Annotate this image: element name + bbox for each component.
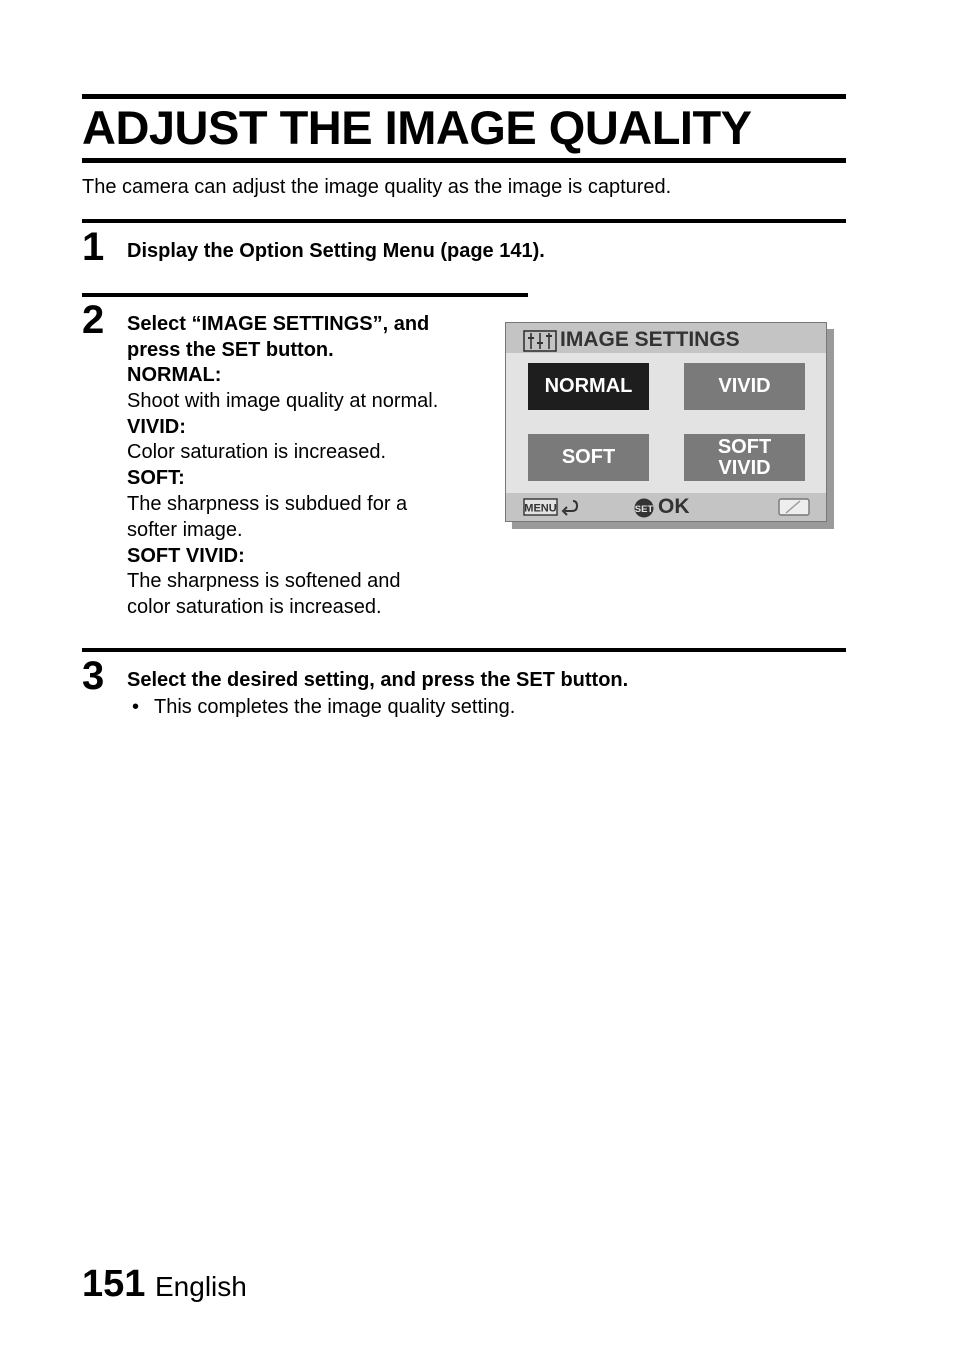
page-number: 151	[82, 1263, 146, 1305]
step1-rule	[82, 219, 846, 223]
step3-number: 3	[82, 654, 105, 698]
option-soft-name: SOFT:	[127, 467, 185, 490]
option-soft-vivid-desc-line2: color saturation is increased.	[127, 596, 382, 619]
battery-icon	[778, 498, 812, 521]
screen-header	[506, 323, 826, 353]
title-bottom-rule	[82, 158, 846, 163]
option-soft-desc-line2: softer image.	[127, 518, 243, 541]
option-normal-desc: Shoot with image quality at normal.	[127, 389, 439, 412]
screen-option-soft-label: SOFT	[561, 446, 616, 468]
step2-heading-line1: Select “IMAGE SETTINGS”, and	[127, 313, 430, 335]
step2-number: 2	[82, 298, 105, 342]
bullet-dot: •	[132, 696, 140, 718]
step3-heading: Select the desired setting, and press the SET button.	[127, 669, 629, 691]
screen-option-soft-vivid-label-line2: VIVID	[718, 456, 771, 479]
svg-text:MENU: MENU	[524, 502, 557, 515]
option-vivid-desc: Color saturation is increased.	[127, 441, 387, 464]
step3-bullet	[132, 694, 515, 720]
step3-rule	[82, 648, 846, 652]
page-title: ADJUST THE IMAGE QUALITY	[82, 101, 752, 154]
page-language: English	[155, 1271, 247, 1302]
screen-option-vivid-label: VIVID	[718, 375, 771, 397]
step1-number: 1	[82, 225, 105, 269]
step2-heading-line2: press the SET button.	[127, 339, 334, 361]
screen-option-vivid[interactable]	[684, 363, 805, 410]
option-normal-name: NORMAL:	[127, 364, 222, 386]
title-top-rule	[82, 94, 846, 99]
screen-option-soft-vivid-label-line1: SOFT	[717, 435, 772, 458]
option-vivid-name: VIVID:	[127, 415, 186, 438]
screen-option-normal-label: NORMAL	[544, 375, 633, 397]
option-soft-vivid-desc-line1: The sharpness is softened and	[127, 570, 401, 593]
step3-bullet-text: This completes the image quality setting.	[154, 696, 516, 718]
step2-rule	[82, 293, 528, 297]
screen-option-soft[interactable]	[528, 434, 649, 481]
svg-text:SET: SET	[634, 504, 654, 515]
menu-return-icon	[523, 498, 579, 521]
ok-label: OK	[658, 495, 690, 518]
step2-heading	[127, 311, 429, 363]
camera-screen	[505, 322, 827, 522]
screen-footer	[506, 493, 826, 521]
option-soft-vivid-name: SOFT VIVID:	[127, 544, 245, 567]
set-button-icon	[633, 498, 655, 523]
screen-title: IMAGE SETTINGS	[560, 328, 740, 351]
screen-option-soft-vivid[interactable]	[684, 434, 805, 481]
intro-text: The camera can adjust the image quality as the image is captured.	[82, 176, 672, 198]
step2-options-list	[127, 363, 497, 621]
screen-option-normal[interactable]	[528, 363, 649, 410]
step1-heading: Display the Option Setting Menu (page 141).	[127, 240, 545, 262]
image-settings-icon	[523, 330, 557, 357]
option-soft-desc-line1: The sharpness is subdued for a	[127, 492, 408, 515]
